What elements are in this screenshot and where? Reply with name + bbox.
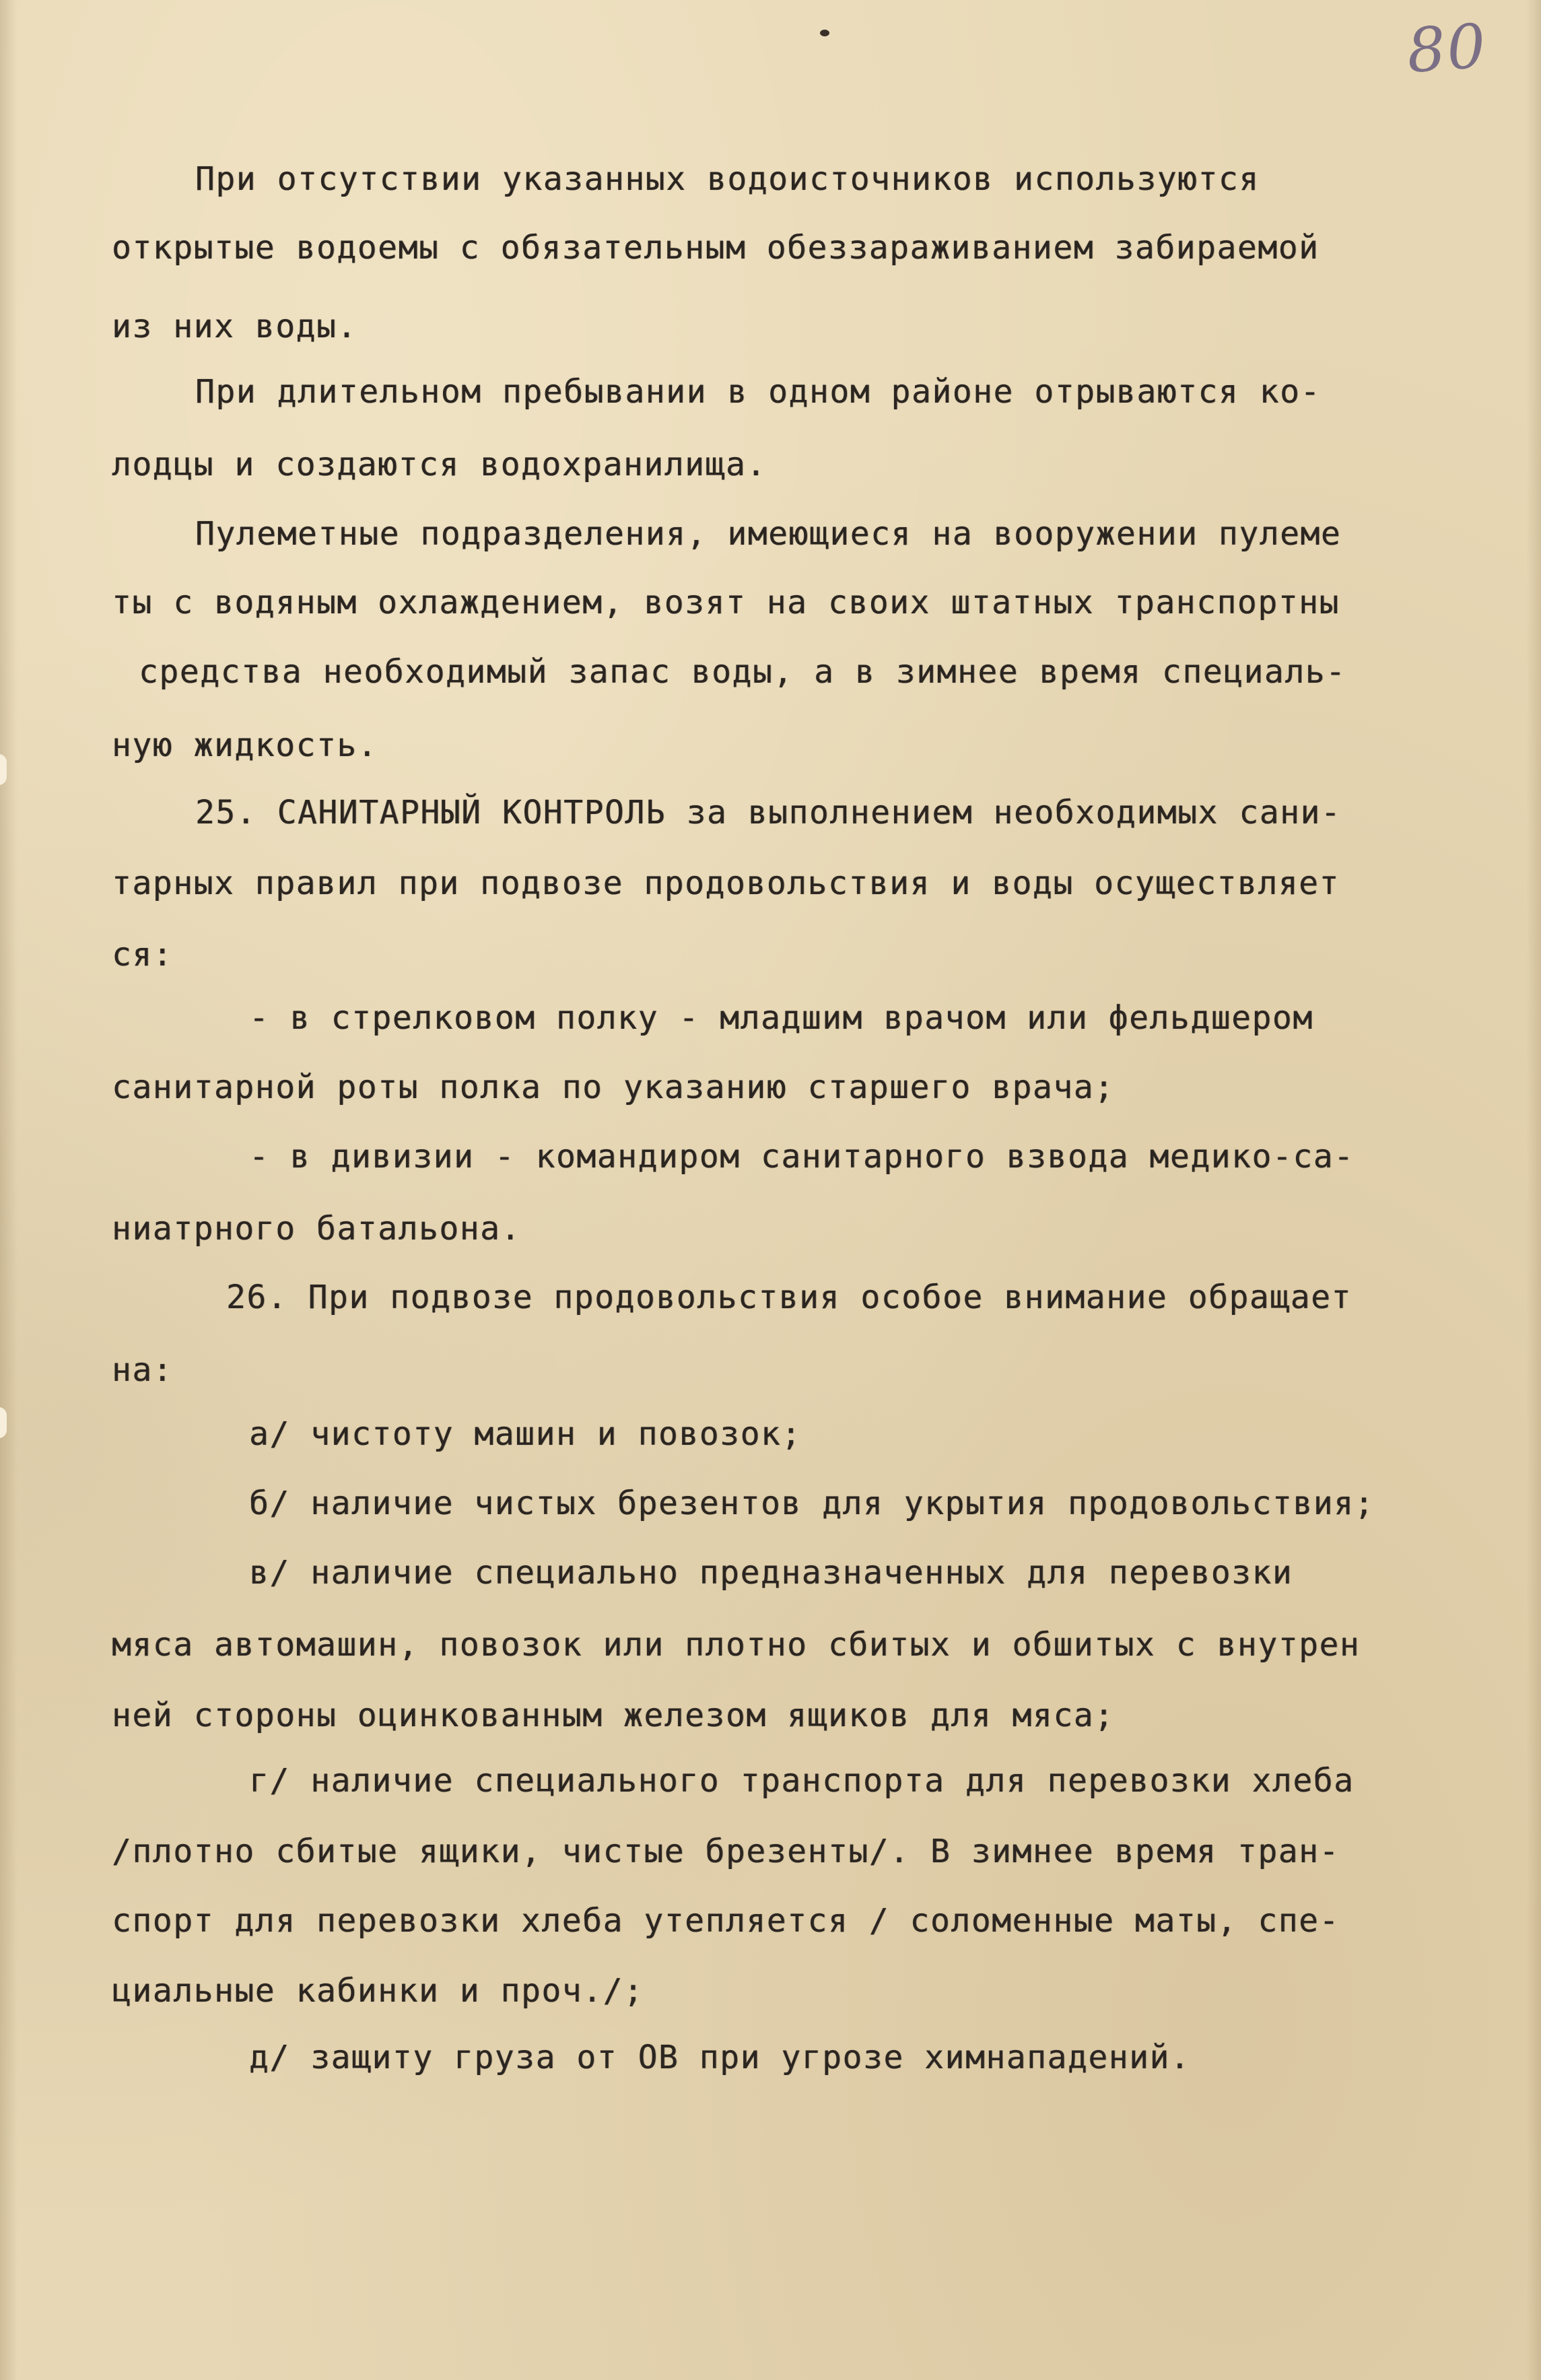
text-line: - в дивизии - командиром санитарного взвода медико-са-	[249, 1138, 1355, 1176]
text-line: лодцы и создаются водохранилища.	[112, 446, 767, 483]
text-line: тарных правил при подвозе продовольствия и воды осуществляет	[112, 864, 1340, 902]
text-line: б/ наличие чистых брезентов для укрытия продовольствия;	[249, 1485, 1375, 1522]
text-line: санитарной роты полка по указанию старшего врача;	[112, 1068, 1115, 1106]
text-line: 25. САНИТАРНЫЙ КОНТРОЛЬ за выполнением необходимых сани-	[195, 794, 1342, 831]
page-number: 80	[1404, 10, 1490, 88]
text-line: д/ защиту груза от ОВ при угрозе химнападений.	[249, 2039, 1191, 2076]
text-line: ней стороны оцинкованным железом ящиков для мяса;	[112, 1697, 1115, 1734]
text-line: ную жидкость.	[112, 726, 378, 764]
text-line: а/ чистоту машин и повозок;	[249, 1415, 802, 1453]
text-line: При длительном пребывании в одном районе отрываются ко-	[195, 373, 1321, 411]
text-line: мяса автомашин, повозок или плотно сбитых и обшитых с внутрен	[112, 1626, 1361, 1664]
text-line: в/ наличие специально предназначенных для перевозки	[249, 1554, 1293, 1592]
text-line: циальные кабинки и проч./;	[112, 1972, 644, 2010]
text-line: средства необходимый запас воды, а в зимнее время специаль-	[139, 653, 1346, 691]
text-line: При отсутствии указанных водоисточников используются	[195, 160, 1260, 198]
text-line: Пулеметные подразделения, имеющиеся на вооружении пулеме	[195, 515, 1342, 553]
text-line: ся:	[112, 936, 174, 974]
text-line: спорт для перевозки хлеба утепляется / соломенные маты, спе-	[112, 1902, 1340, 1940]
text-line: /плотно сбитые ящики, чистые брезенты/. В зимнее время тран-	[112, 1833, 1340, 1870]
text-line: 26. При подвозе продовольствия особое внимание обращает	[226, 1279, 1352, 1316]
text-line: на:	[112, 1351, 174, 1389]
text-line: г/ наличие специального транспорта для перевозки хлеба	[249, 1762, 1355, 1800]
text-line: - в стрелковом полку - младшим врачом или фельдшером	[249, 999, 1313, 1037]
text-line: ты с водяным охлаждением, возят на своих штатных транспортны	[112, 584, 1340, 621]
text-line: из них воды.	[112, 308, 357, 345]
text-line: ниатрного батальона.	[112, 1210, 521, 1248]
text-line: открытые водоемы с обязательным обеззараживанием забираемой	[112, 229, 1320, 267]
